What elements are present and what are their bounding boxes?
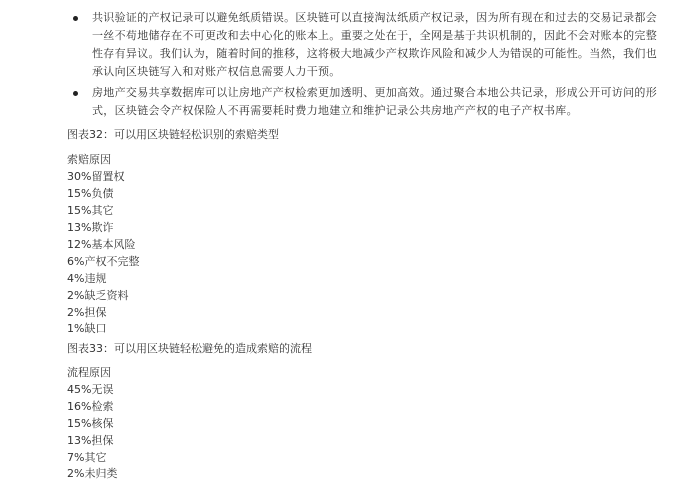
- list-item: 12%基本风险: [67, 238, 136, 251]
- list-item: 1%缺口: [67, 322, 107, 335]
- paragraph-line: 一丝不苟地储存在不可更改和去中心化的账本上。重要之处在于，全网是基于共识机制的，因此不会对账本的完整: [92, 29, 657, 42]
- figure-caption: 图表33：可以用区块链轻松避免的造成索赔的流程: [67, 342, 312, 355]
- paragraph-line: 房地产交易共享数据库可以让房地产产权检索更加透明、更加高效。通过聚合本地公共记录，形成公开可访问的形: [92, 86, 657, 99]
- list-item: 6%产权不完整: [67, 255, 140, 268]
- list-item: 7%其它: [67, 451, 107, 464]
- list-item: 15%其它: [67, 204, 114, 217]
- bullet-paragraph: [92, 84, 657, 120]
- list-item: 16%检索: [67, 400, 114, 413]
- paragraph-line: 性存有异议。我们认为，随着时间的推移，这将极大地减少产权欺诈风险和减少人为错误的可能性。当然，我们也: [92, 47, 657, 60]
- list-item: 30%留置权: [67, 170, 125, 183]
- bullet-dot: [73, 91, 78, 96]
- list-item: 13%欺诈: [67, 221, 114, 234]
- paragraph-line: 式，区块链会令产权保险人不再需要耗时费力地建立和维护记录公共房地产产权的电子产权书库。: [92, 104, 578, 117]
- list-item: 2%担保: [67, 306, 107, 319]
- list-header: 流程原因: [67, 366, 111, 379]
- list-item: 2%未归类: [67, 467, 118, 480]
- list-item: 15%负债: [67, 187, 114, 200]
- list-item: 2%缺乏资料: [67, 289, 129, 302]
- list-header: 索赔原因: [67, 153, 111, 166]
- list-item: 45%无误: [67, 383, 114, 396]
- figure-caption: 图表32：可以用区块链轻松识别的索赔类型: [67, 128, 279, 141]
- paragraph-line: 承认向区块链写入和对账产权信息需要人力干预。: [92, 65, 341, 78]
- bullet-paragraph: [92, 9, 657, 81]
- list-item: 13%担保: [67, 434, 114, 447]
- list-item: 15%核保: [67, 417, 114, 430]
- bullet-dot: [73, 16, 78, 21]
- paragraph-line: 共识验证的产权记录可以避免纸质错误。区块链可以直接淘汰纸质产权记录，因为所有现在和过去的交易记录都会: [92, 11, 657, 24]
- list-item: 4%违规: [67, 272, 107, 285]
